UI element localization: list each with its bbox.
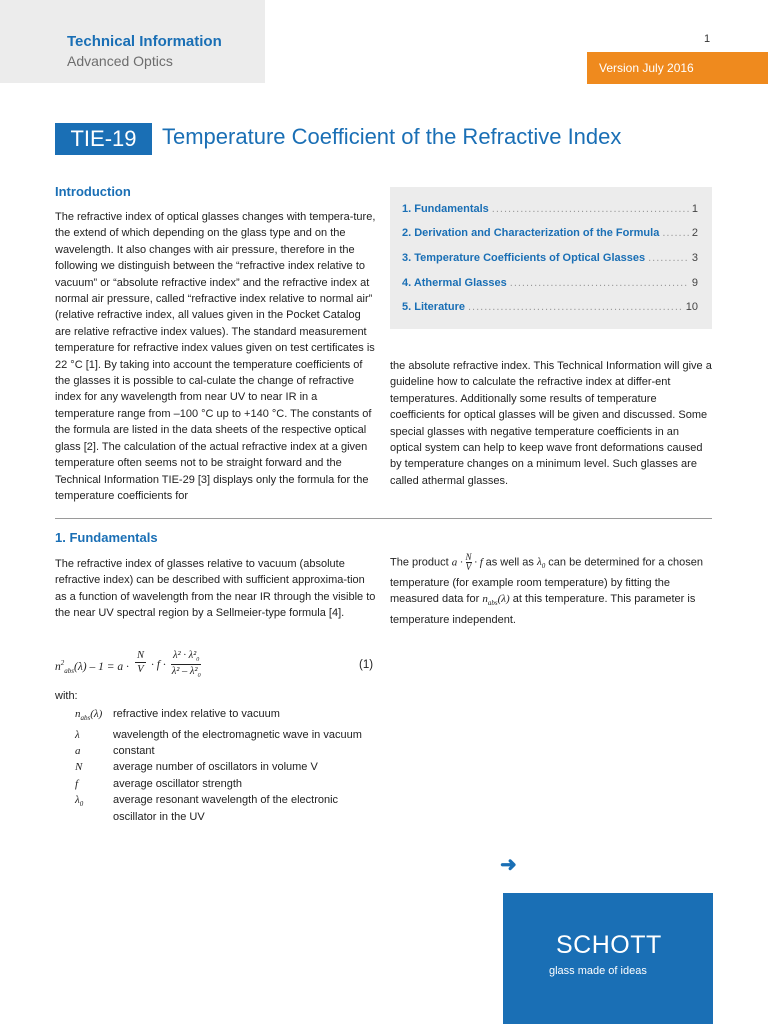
version-text: Version July 2016 [599, 61, 694, 75]
definition-symbol: N [75, 761, 83, 774]
definition-symbol: a [75, 745, 81, 757]
page-number: 1 [704, 33, 711, 45]
toc-item-label: 3. Temperature Coefficients of Optical Glasses [402, 252, 646, 264]
toc-item-page: 1 [691, 203, 698, 215]
table-of-contents [390, 187, 712, 329]
fundamentals-text-right: The product a · $\frac{N}{V}$ · f as well as $\lambda_0$ can be determined for a chosen temperature (for example room temperature) by fitting the measured data for $n_{abs}(\lambda)$ at this temperature. This parameter is temperature independent. [390, 552, 703, 626]
toc-item-label: 5. Literature [402, 301, 465, 313]
schott-tagline: glass made of ideas [549, 965, 647, 977]
schott-logo: SCHOTT [556, 931, 662, 959]
right-text-part: at this temperature. This parameter is temperature independent. [390, 593, 696, 626]
toc-item-page: 10 [685, 301, 698, 313]
definition-symbol: λ [75, 728, 80, 741]
page-title: Temperature Coefficient of the Refractive Index [162, 124, 622, 149]
section-divider [55, 518, 712, 519]
header-title: Technical Information [67, 33, 222, 50]
equation-fraction-n-v: $\frac{N}{V}$ [137, 650, 145, 675]
toc-item-label: 2. Derivation and Characterization of the Formula [402, 227, 660, 239]
symbol-definitions [75, 706, 375, 825]
definition-symbol: $n_{abs}(\lambda)$ [75, 708, 103, 723]
toc-item-page: 9 [691, 277, 698, 289]
toc-leader-dots [492, 201, 689, 217]
toc-item-athermal-glasses[interactable] [402, 275, 698, 291]
definition-text: average oscillator strength [113, 777, 243, 790]
right-text-part: The product [390, 556, 449, 569]
definition-text: average number of oscillators in volume V [113, 761, 318, 774]
toc-item-label: 4. Athermal Glasses [402, 277, 507, 289]
toc-item-derivation[interactable] [402, 225, 698, 241]
toc-leader-dots [510, 275, 689, 291]
definition-row [75, 743, 375, 759]
equation-fraction-lambda: $\frac{\lambda^2 \cdot \lambda^2_0}{\lambda^2 - \lambda^2_0}$ [171, 650, 201, 680]
sellmeier-equation [55, 650, 377, 682]
definition-row [75, 706, 375, 727]
definition-text: refractive index relative to vacuum [113, 708, 280, 720]
fundamentals-text-left: The refractive index of glasses relative to vacuum (absolute refractive index) can be described with sufficient approxima-tion as a function of wavelength from the near IR through the visible to the near UV spectral region by a Sellmeier-type formula [4]. [55, 558, 376, 620]
toc-leader-dots [468, 299, 683, 315]
introduction-text-right: the absolute refractive index. This Technical Information will give a guideline how to calculate the refractive index at differ-ent temperatures. Additionally some results of temperature coefficients for optical glasses will be given and discussed. Some special glasses with negative temperature coefficients in an optical system can help to keep wave front deformations caused by temperature changes on a minimum level. Such glasses are called athermal glasses. [390, 360, 712, 487]
toc-leader-dots [662, 225, 689, 241]
equation-number: (1) [359, 659, 374, 671]
fundamentals-heading: 1. Fundamentals [55, 530, 158, 545]
right-text-part: as well as [485, 556, 534, 569]
with-label: with: [55, 690, 78, 702]
introduction-text-left: The refractive index of optical glasses changes with tempera-ture, the extend of which depending on the glass type and on the wavelength. It also changes with air pressure, therefore in the following we distinguish between the “refractive index relative to vacuum” or “absolute refractive index” and the refractive index at normal air pressure, called “refractive index relative to normal air” (relative refractive index, all values given in the Pocket Catalog are relative refractive index values). The standard measurement temperature for refractive index values given on test certificates is 22 °C [1]. By taking into account the temperature coefficients of the glasses it is possible to cal-culate the change of refractive index for any wavelength from near UV to near IR in a temperature range from –100 °C up to +140 °C. The constants of the formula are listed in the data sheets of the respective optical glass [2]. The calculation of the actual refractive index at a given temperature often seems not to be straight forward and the Technical Information TIE-29 [3] displays only the formula for the temperature coefficients for [55, 211, 376, 502]
toc-item-temperature-coefficients[interactable] [402, 250, 698, 266]
document-id-badge: TIE-19 [55, 123, 152, 155]
definition-text: constant [113, 745, 155, 757]
toc-item-page: 3 [691, 252, 698, 264]
version-badge [587, 52, 768, 84]
definition-row [75, 792, 375, 825]
definition-text: wavelength of the electromagnetic wave in vacuum [113, 728, 362, 741]
definition-row [75, 776, 375, 792]
right-text-part: can be determined for a chosen temperature (for example room temperature) by fitting the measured data for [390, 556, 703, 606]
definition-symbol: $\lambda_0$ [75, 794, 84, 809]
toc-item-page: 2 [691, 227, 698, 239]
toc-item-label: 1. Fundamentals [402, 203, 489, 215]
toc-item-fundamentals[interactable] [402, 201, 698, 217]
next-page-arrow-icon[interactable]: ➜ [500, 854, 517, 876]
toc-leader-dots [648, 250, 689, 266]
header-subtitle: Advanced Optics [67, 53, 173, 69]
definition-text: average resonant wavelength of the electronic oscillator in the UV [113, 794, 339, 823]
definition-row [75, 727, 375, 743]
definition-symbol: f [75, 777, 79, 790]
toc-item-literature[interactable] [402, 299, 698, 315]
equation-f: · f · [151, 659, 166, 671]
introduction-heading: Introduction [55, 184, 131, 199]
definition-row [75, 759, 375, 775]
equation-lhs: $n^2_{abs}(\lambda) - 1 = a$ · [55, 659, 129, 676]
